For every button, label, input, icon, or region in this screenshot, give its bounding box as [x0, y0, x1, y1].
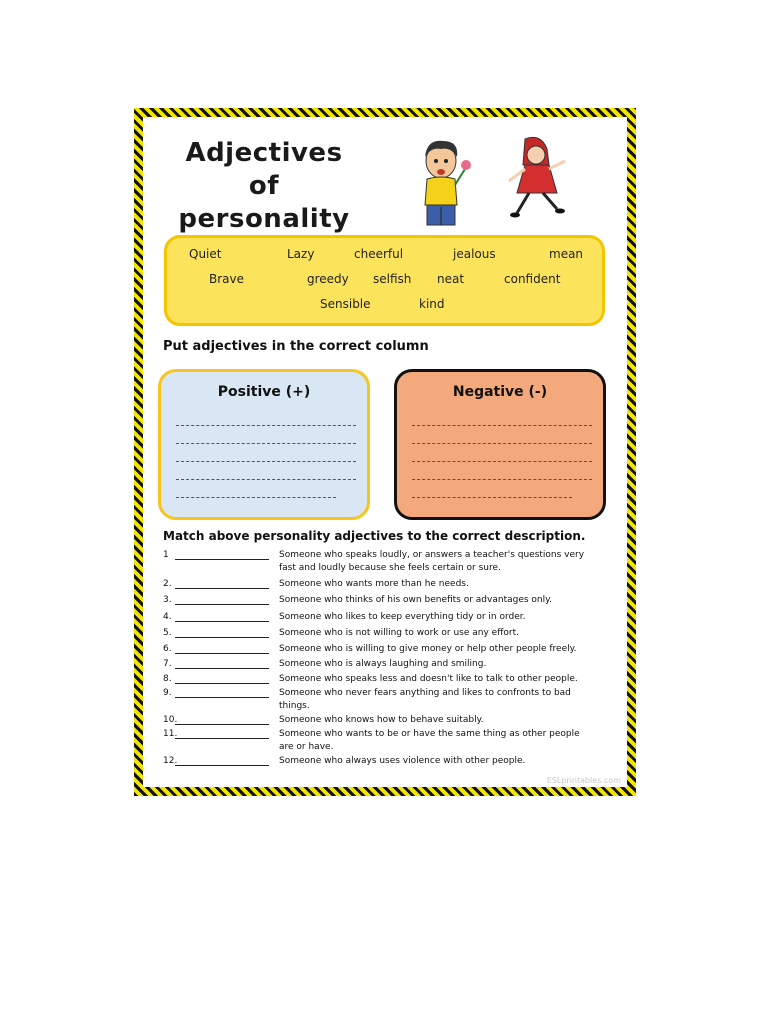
matching-instruction: Match above personality adjectives to the correct description. — [163, 529, 586, 543]
item-description: Someone who likes to keep everything tidy or in order. — [279, 612, 526, 622]
item-description: Someone who wants to be or have the same thing as other people are or have. — [279, 729, 580, 752]
item-number: 7. — [163, 659, 172, 669]
item-number: 6. — [163, 644, 172, 654]
item-number: 11. — [163, 729, 178, 739]
item-number: 12. — [163, 756, 178, 766]
answer-line[interactable] — [176, 425, 356, 426]
answer-blank[interactable] — [175, 738, 269, 739]
answer-blank[interactable] — [175, 683, 269, 684]
answer-blank[interactable] — [175, 588, 269, 589]
word-bank-item: Sensible — [320, 297, 371, 311]
answer-blank[interactable] — [175, 559, 269, 560]
item-number: 3. — [163, 595, 172, 605]
word-bank-item: Lazy — [287, 247, 315, 261]
answer-blank[interactable] — [175, 653, 269, 654]
title-line-3: personality — [178, 204, 350, 234]
answer-blank[interactable] — [175, 637, 269, 638]
item-description: Someone who is willing to give money or help other people freely. — [279, 644, 577, 654]
item-description: Someone who never fears anything and likes to confronts to bad things. — [279, 688, 571, 711]
word-bank-item: neat — [437, 272, 465, 286]
item-number: 9. — [163, 688, 172, 698]
negative-column-title: Negative (-) — [452, 384, 548, 400]
answer-line[interactable] — [176, 443, 356, 444]
negative-column-box — [394, 369, 606, 520]
answer-line[interactable] — [412, 425, 592, 426]
answer-blank[interactable] — [175, 765, 269, 766]
answer-line[interactable] — [176, 479, 356, 480]
positive-column-title: Positive (+) — [217, 384, 311, 400]
worksheet-page — [134, 108, 636, 796]
item-description: Someone who is not willing to work or use any effort. — [279, 628, 519, 638]
answer-blank[interactable] — [175, 604, 269, 605]
title-line-2: of — [248, 171, 280, 201]
word-bank-item: Brave — [209, 272, 245, 286]
item-description: Someone who thinks of his own benefits or advantages only. — [279, 595, 553, 605]
item-description: Someone who knows how to behave suitably. — [279, 715, 484, 725]
answer-blank[interactable] — [175, 668, 269, 669]
item-number: 8. — [163, 674, 172, 684]
instruction-heading: Put adjectives in the correct column — [163, 339, 429, 354]
word-bank-item: Quiet — [189, 247, 222, 261]
item-number: 5. — [163, 628, 172, 638]
item-description: Someone who always uses violence with other people. — [279, 756, 526, 766]
girl-running-illustration — [503, 135, 573, 225]
answer-blank[interactable] — [175, 724, 269, 725]
word-bank-item: kind — [419, 297, 445, 311]
word-bank-item: selfish — [373, 272, 412, 286]
item-number: 10. — [163, 715, 178, 725]
answer-blank[interactable] — [175, 697, 269, 698]
worksheet-title — [169, 137, 359, 236]
item-description: Someone who speaks loudly, or answers a teacher's questions very fast and loudly because she feels certain or sure. — [279, 550, 585, 573]
word-bank-item: mean — [549, 247, 584, 261]
boy-with-flower-illustration — [411, 133, 473, 229]
item-number: 2. — [163, 579, 172, 589]
answer-blank[interactable] — [175, 621, 269, 622]
word-bank — [164, 235, 605, 326]
answer-line[interactable] — [176, 461, 356, 462]
item-description: Someone who speaks less and doesn't like to talk to other people. — [279, 674, 578, 684]
item-description: Someone who wants more than he needs. — [279, 579, 469, 589]
item-number: 1 — [163, 550, 169, 560]
title-line-1: Adjectives — [185, 138, 343, 168]
positive-column-box — [158, 369, 370, 520]
item-description: Someone who is always laughing and smiling. — [279, 659, 487, 669]
site-watermark: ESLprintables.com — [546, 776, 621, 785]
item-number: 4. — [163, 612, 172, 622]
word-bank-item: cheerful — [354, 247, 404, 261]
word-bank-item: confident — [504, 272, 561, 286]
answer-line[interactable] — [412, 461, 592, 462]
answer-line[interactable] — [412, 443, 592, 444]
answer-line[interactable] — [412, 479, 592, 480]
answer-line[interactable] — [412, 497, 572, 498]
word-bank-item: jealous — [453, 247, 496, 261]
answer-line[interactable] — [176, 497, 336, 498]
word-bank-item: greedy — [307, 272, 349, 286]
